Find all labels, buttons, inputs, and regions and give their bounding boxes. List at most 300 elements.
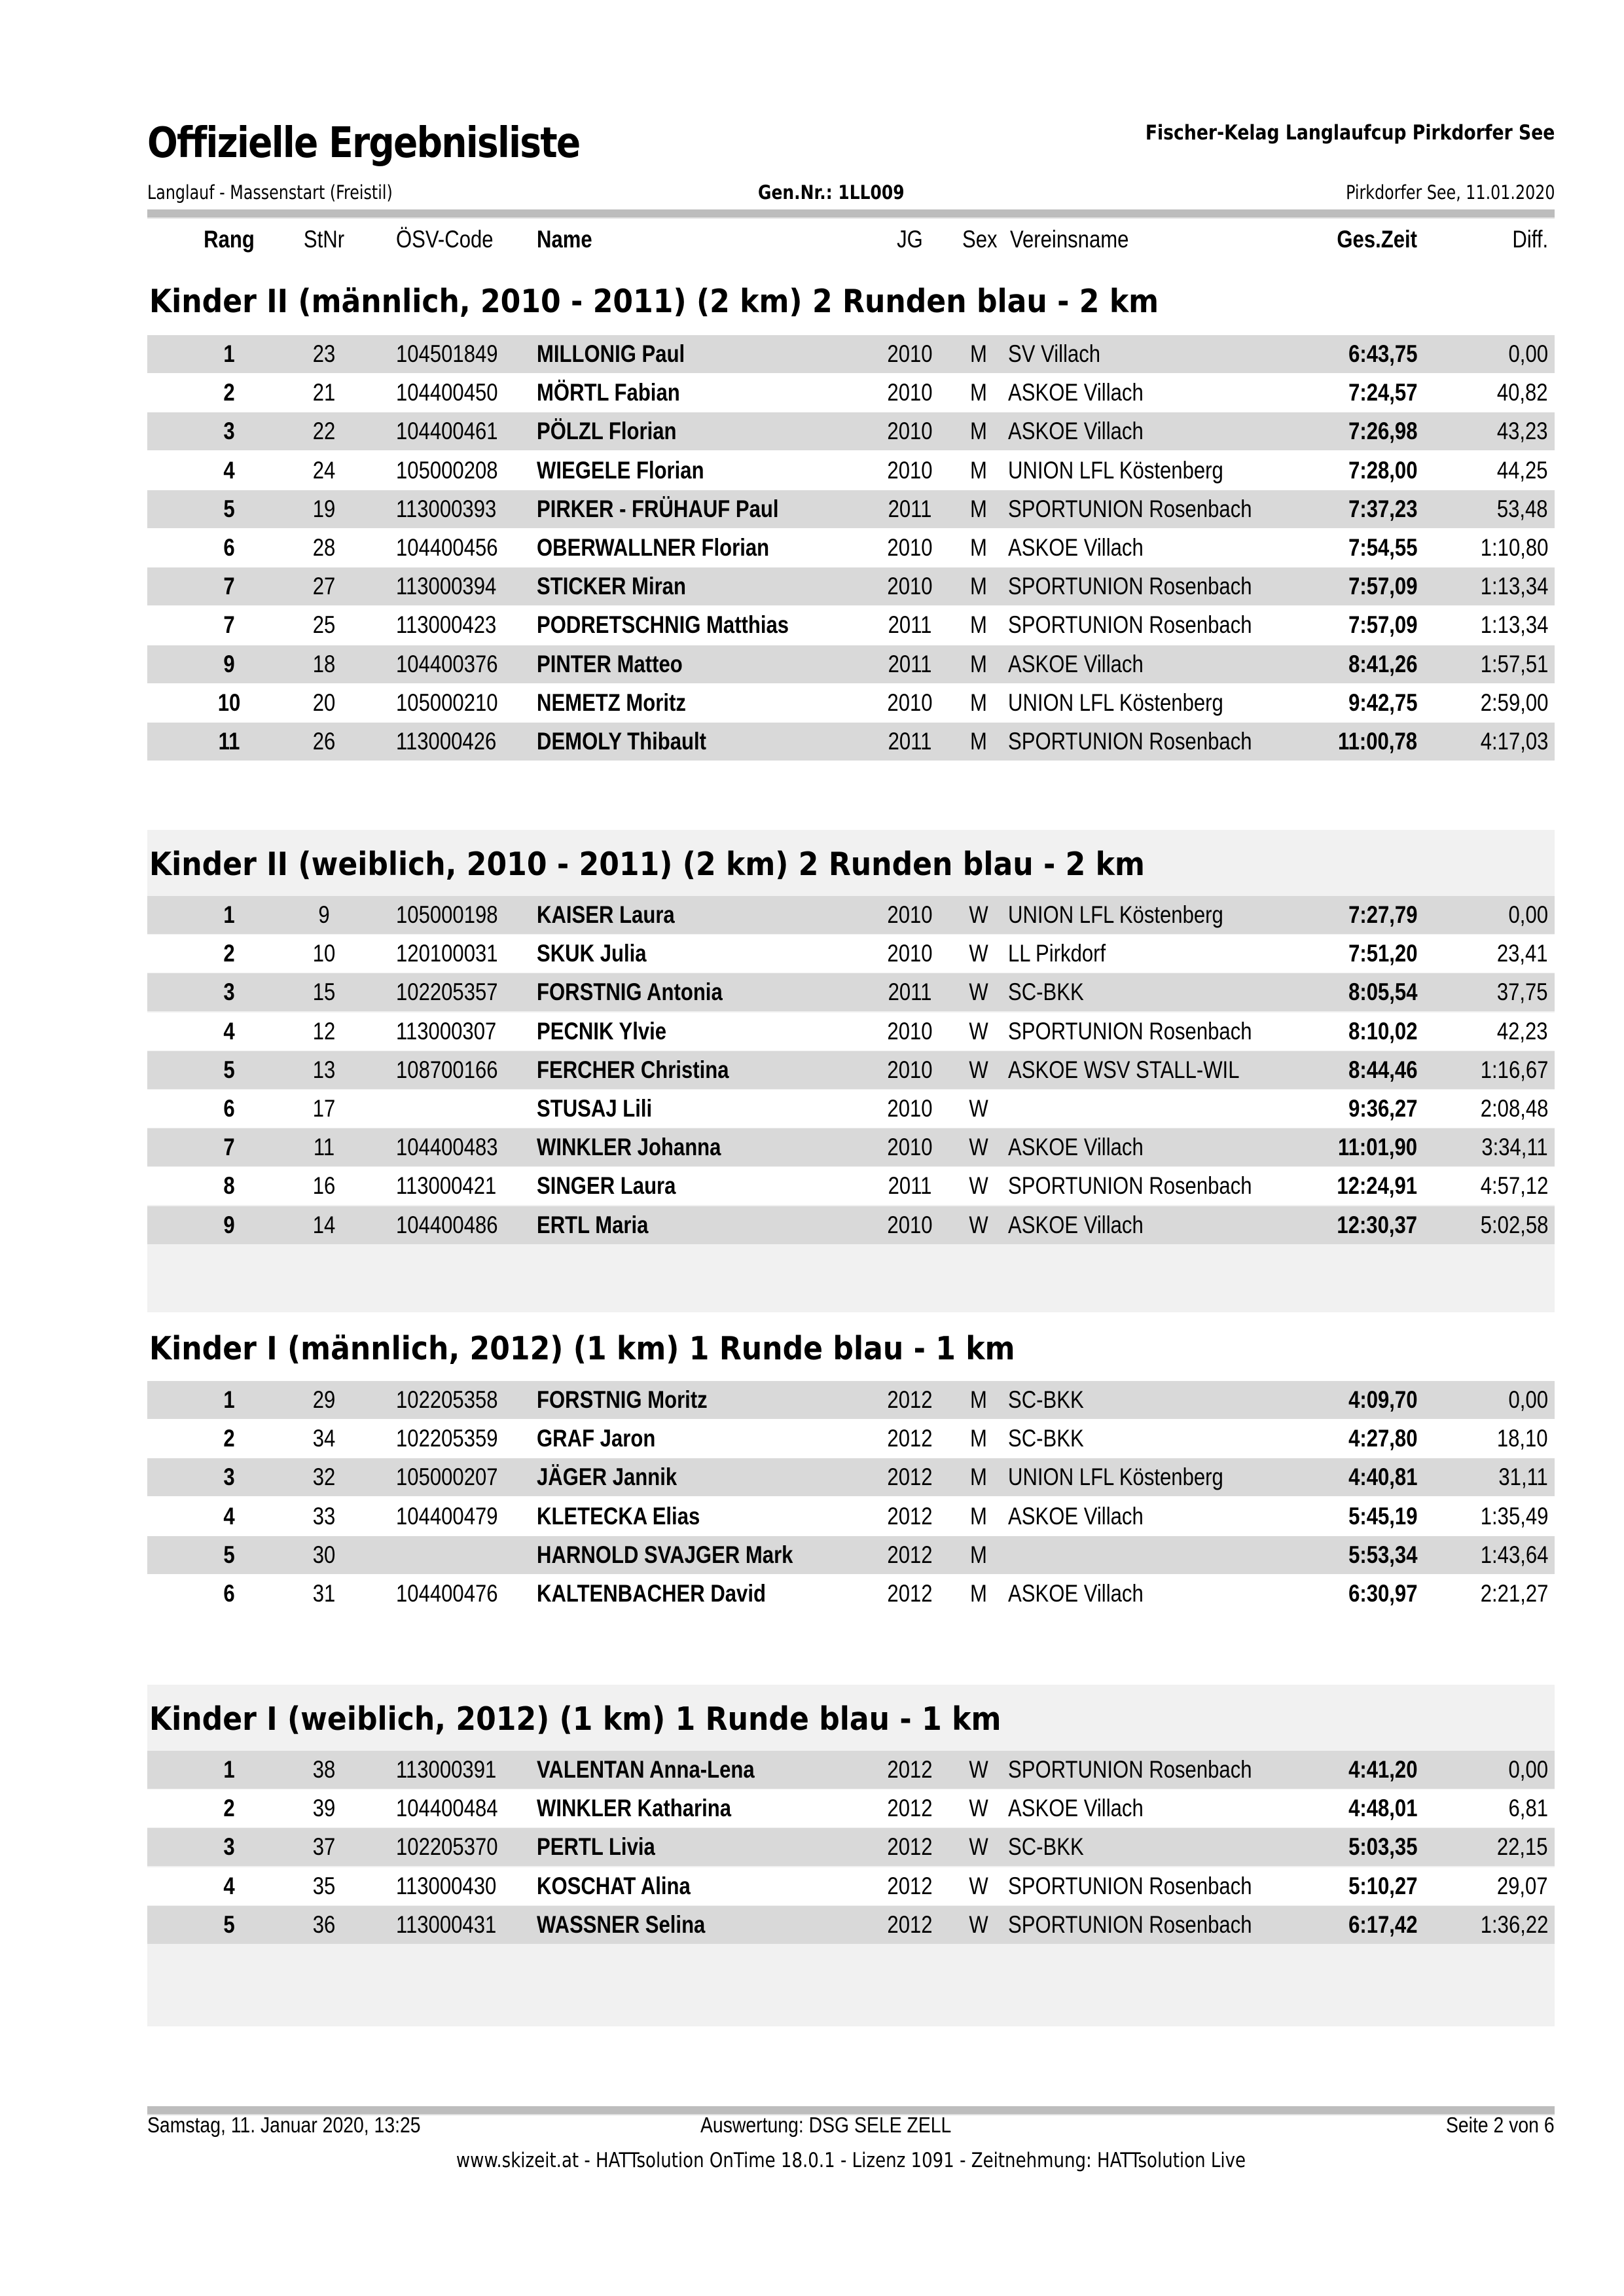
table-row xyxy=(147,645,1555,683)
cell-sex: M xyxy=(970,379,987,406)
cell-name: MÖRTL Fabian xyxy=(537,379,680,406)
cell-jg: 2012 xyxy=(887,1425,933,1452)
cell-time: 4:09,70 xyxy=(1348,1386,1417,1413)
cell-stnr: 22 xyxy=(312,418,336,445)
cell-name: PERTL Livia xyxy=(537,1833,655,1861)
cell-sex: W xyxy=(969,978,988,1006)
cell-code: 113000307 xyxy=(396,1017,497,1045)
cell-club: ASKOE Villach xyxy=(1008,650,1144,677)
cell-sex: W xyxy=(969,1833,988,1861)
cell-club: ASKOE Villach xyxy=(1008,534,1144,561)
cell-diff: 1:43,64 xyxy=(1480,1541,1548,1568)
cell-code: 113000423 xyxy=(396,611,497,639)
cell-name: WIEGELE Florian xyxy=(537,456,704,484)
cell-jg: 2011 xyxy=(888,728,932,755)
cell-sex: W xyxy=(969,1910,988,1938)
cell-code: 105000210 xyxy=(396,689,498,716)
cell-stnr: 29 xyxy=(312,1386,336,1413)
cell-jg: 2010 xyxy=(887,1134,933,1161)
cell-diff: 0,00 xyxy=(1508,901,1548,928)
cell-time: 5:45,19 xyxy=(1348,1502,1417,1530)
cell-stnr: 38 xyxy=(312,1756,336,1783)
cell-jg: 2011 xyxy=(888,978,932,1006)
cell-stnr: 30 xyxy=(312,1541,336,1568)
cell-stnr: 13 xyxy=(312,1056,336,1083)
cell-time: 4:41,20 xyxy=(1348,1756,1417,1783)
discipline: Langlauf - Massenstart (Freistil) xyxy=(147,181,393,204)
cell-stnr: 14 xyxy=(312,1211,336,1238)
cell-jg: 2011 xyxy=(888,650,932,677)
cell-diff: 43,23 xyxy=(1497,418,1548,445)
section-title: Kinder II (männlich, 2010 - 2011) (2 km) 2 Runden blau - 2 km xyxy=(149,283,1159,320)
table-row xyxy=(147,1867,1555,1905)
cell-code: 104400476 xyxy=(396,1580,498,1607)
cell-stnr: 20 xyxy=(312,689,336,716)
cell-rang: 3 xyxy=(223,1833,235,1861)
section-title: Kinder I (weiblich, 2012) (1 km) 1 Runde blau - 1 km xyxy=(149,1700,1001,1738)
cell-club: SV Villach xyxy=(1008,340,1101,367)
cell-name: KALTENBACHER David xyxy=(537,1580,766,1607)
cell-time: 12:30,37 xyxy=(1337,1211,1417,1238)
cell-rang: 6 xyxy=(223,1095,235,1122)
cell-sex: W xyxy=(969,1756,988,1783)
cell-code: 104400483 xyxy=(396,1134,498,1161)
cell-jg: 2012 xyxy=(887,1910,933,1938)
cell-time: 5:03,35 xyxy=(1348,1833,1417,1861)
cell-jg: 2010 xyxy=(887,1056,933,1083)
cell-time: 7:51,20 xyxy=(1348,940,1417,967)
cell-sex: W xyxy=(969,1017,988,1045)
cell-stnr: 16 xyxy=(312,1172,336,1200)
cell-name: MILLONIG Paul xyxy=(537,340,685,367)
cell-jg: 2010 xyxy=(887,534,933,561)
cell-time: 5:53,34 xyxy=(1348,1541,1417,1568)
page-number: Seite 2 von 6 xyxy=(1446,2113,1555,2137)
table-row xyxy=(147,1381,1555,1419)
table-row xyxy=(147,1498,1555,1535)
cell-stnr: 12 xyxy=(312,1017,336,1045)
cell-jg: 2012 xyxy=(887,1872,933,1899)
cell-club: SPORTUNION Rosenbach xyxy=(1008,611,1252,639)
cell-club: ASKOE Villach xyxy=(1008,1211,1144,1238)
cell-stnr: 27 xyxy=(312,573,336,600)
cell-jg: 2011 xyxy=(888,611,932,639)
cell-code: 113000430 xyxy=(396,1872,497,1899)
cell-diff: 3:34,11 xyxy=(1481,1134,1548,1161)
cell-name: STICKER Miran xyxy=(537,573,686,600)
cell-diff: 2:08,48 xyxy=(1480,1095,1548,1122)
cell-jg: 2010 xyxy=(887,1095,933,1122)
cell-rang: 1 xyxy=(223,901,235,928)
cell-club: UNION LFL Köstenberg xyxy=(1008,1463,1223,1491)
cell-club: SPORTUNION Rosenbach xyxy=(1008,1872,1252,1899)
cell-rang: 3 xyxy=(223,978,235,1006)
cell-club: SC-BKK xyxy=(1008,1386,1084,1413)
cell-jg: 2010 xyxy=(887,1017,933,1045)
cell-rang: 5 xyxy=(223,495,235,522)
col-jg: JG xyxy=(897,226,923,253)
cell-jg: 2010 xyxy=(887,379,933,406)
cell-rang: 3 xyxy=(223,1463,235,1491)
software-credit xyxy=(147,2149,1555,2172)
cell-time: 7:24,57 xyxy=(1348,379,1417,406)
cell-diff: 37,75 xyxy=(1497,978,1548,1006)
cell-sex: M xyxy=(970,650,987,677)
column-header-row xyxy=(147,226,1555,259)
cell-stnr: 39 xyxy=(312,1795,336,1822)
table-row xyxy=(147,1458,1555,1496)
cell-time: 7:27,79 xyxy=(1348,901,1417,928)
cell-time: 11:01,90 xyxy=(1338,1134,1417,1161)
cell-diff: 53,48 xyxy=(1497,495,1548,522)
cell-rang: 9 xyxy=(223,1211,235,1238)
cell-diff: 5:02,58 xyxy=(1480,1211,1548,1238)
evaluation-label: Auswertung: DSG SELE ZELL xyxy=(700,2113,952,2137)
cell-time: 6:17,42 xyxy=(1348,1910,1417,1938)
table-row xyxy=(147,1906,1555,1944)
cell-club: ASKOE WSV STALL-WIL xyxy=(1008,1056,1240,1083)
cell-rang: 8 xyxy=(223,1172,235,1200)
cell-name: OBERWALLNER Florian xyxy=(537,534,770,561)
cell-diff: 2:21,27 xyxy=(1480,1580,1548,1607)
cell-name: FORSTNIG Antonia xyxy=(537,978,723,1006)
cell-club: ASKOE Villach xyxy=(1008,1795,1144,1822)
cell-code: 108700166 xyxy=(396,1056,498,1083)
table-row xyxy=(147,452,1555,490)
cell-rang: 2 xyxy=(223,1425,235,1452)
cell-jg: 2010 xyxy=(887,1211,933,1238)
cell-club: SPORTUNION Rosenbach xyxy=(1008,1017,1252,1045)
table-row xyxy=(147,684,1555,722)
table-row xyxy=(147,567,1555,605)
cell-rang: 9 xyxy=(223,650,235,677)
cell-diff: 23,41 xyxy=(1497,940,1548,967)
cell-code: 104501849 xyxy=(396,340,498,367)
cell-diff: 1:16,67 xyxy=(1480,1056,1548,1083)
table-row xyxy=(147,1536,1555,1574)
cell-sex: W xyxy=(969,1872,988,1899)
cell-jg: 2010 xyxy=(887,573,933,600)
cell-sex: W xyxy=(969,1211,988,1238)
cell-rang: 7 xyxy=(223,1134,235,1161)
cell-club: SPORTUNION Rosenbach xyxy=(1008,1756,1252,1783)
cell-sex: M xyxy=(970,534,987,561)
cell-stnr: 23 xyxy=(312,340,336,367)
cell-sex: M xyxy=(970,1580,987,1607)
cell-jg: 2010 xyxy=(887,340,933,367)
table-row xyxy=(147,335,1555,373)
event-name: Fischer-Kelag Langlaufcup Pirkdorfer See xyxy=(1145,121,1555,145)
location-date: Pirkdorfer See, 11.01.2020 xyxy=(1345,181,1555,204)
cell-sex: W xyxy=(969,1172,988,1200)
cell-stnr: 21 xyxy=(312,379,336,406)
cell-rang: 7 xyxy=(223,573,235,600)
cell-name: KOSCHAT Alina xyxy=(537,1872,691,1899)
col-rang: Rang xyxy=(204,226,255,253)
cell-club: SC-BKK xyxy=(1008,1425,1084,1452)
cell-rang: 2 xyxy=(223,1795,235,1822)
cell-name: KAISER Laura xyxy=(537,901,675,928)
cell-jg: 2011 xyxy=(888,1172,932,1200)
cell-name: PODRETSCHNIG Matthias xyxy=(537,611,789,639)
cell-club: UNION LFL Köstenberg xyxy=(1008,689,1223,716)
cell-sex: M xyxy=(970,340,987,367)
cell-stnr: 28 xyxy=(312,534,336,561)
cell-diff: 22,15 xyxy=(1497,1833,1548,1861)
cell-sex: M xyxy=(970,495,987,522)
cell-stnr: 35 xyxy=(312,1872,336,1899)
table-row xyxy=(147,1090,1555,1128)
cell-name: VALENTAN Anna-Lena xyxy=(537,1756,755,1783)
cell-time: 9:36,27 xyxy=(1348,1095,1417,1122)
cell-diff: 6,81 xyxy=(1508,1795,1548,1822)
cell-sex: M xyxy=(970,573,987,600)
cell-name: PÖLZL Florian xyxy=(537,418,677,445)
cell-code: 102205370 xyxy=(396,1833,498,1861)
cell-stnr: 36 xyxy=(312,1910,336,1938)
cell-sex: M xyxy=(970,689,987,716)
cell-name: WASSNER Selina xyxy=(537,1910,706,1938)
cell-rang: 5 xyxy=(223,1541,235,1568)
cell-code: 104400376 xyxy=(396,650,498,677)
cell-club: ASKOE Villach xyxy=(1008,1580,1144,1607)
cell-diff: 1:10,80 xyxy=(1480,534,1548,561)
cell-jg: 2012 xyxy=(887,1463,933,1491)
cell-stnr: 34 xyxy=(312,1425,336,1452)
cell-name: DEMOLY Thibault xyxy=(537,728,707,755)
cell-diff: 0,00 xyxy=(1508,1386,1548,1413)
cell-stnr: 31 xyxy=(312,1580,336,1607)
cell-diff: 40,82 xyxy=(1497,379,1548,406)
cell-time: 7:57,09 xyxy=(1348,573,1417,600)
cell-diff: 1:13,34 xyxy=(1480,611,1548,639)
cell-code: 105000208 xyxy=(396,456,498,484)
cell-rang: 4 xyxy=(223,1017,235,1045)
cell-rang: 11 xyxy=(218,728,240,755)
cell-stnr: 25 xyxy=(312,611,336,639)
cell-time: 5:10,27 xyxy=(1348,1872,1417,1899)
cell-diff: 1:35,49 xyxy=(1480,1502,1548,1530)
cell-jg: 2010 xyxy=(887,901,933,928)
cell-diff: 4:17,03 xyxy=(1480,728,1548,755)
cell-time: 4:27,80 xyxy=(1348,1425,1417,1452)
cell-club: SC-BKK xyxy=(1008,978,1084,1006)
cell-sex: M xyxy=(970,1425,987,1452)
cell-sex: W xyxy=(969,940,988,967)
table-row xyxy=(147,1013,1555,1050)
cell-jg: 2010 xyxy=(887,456,933,484)
cell-code: 104400456 xyxy=(396,534,498,561)
cell-time: 8:41,26 xyxy=(1348,650,1417,677)
cell-jg: 2010 xyxy=(887,689,933,716)
cell-name: FERCHER Christina xyxy=(537,1056,729,1083)
cell-club: LL Pirkdorf xyxy=(1008,940,1106,967)
cell-name: PECNIK Ylvie xyxy=(537,1017,667,1045)
cell-club: UNION LFL Köstenberg xyxy=(1008,901,1223,928)
col-code: ÖSV-Code xyxy=(396,226,494,253)
table-row xyxy=(147,374,1555,412)
cell-stnr: 10 xyxy=(312,940,336,967)
cell-diff: 29,07 xyxy=(1497,1872,1548,1899)
cell-sex: W xyxy=(969,1134,988,1161)
cell-diff: 18,10 xyxy=(1497,1425,1548,1452)
cell-name: SKUK Julia xyxy=(537,940,647,967)
cell-stnr: 9 xyxy=(318,901,330,928)
table-row xyxy=(147,529,1555,567)
cell-time: 7:28,00 xyxy=(1348,456,1417,484)
cell-code: 104400461 xyxy=(396,418,498,445)
cell-jg: 2010 xyxy=(887,940,933,967)
cell-sex: W xyxy=(969,1795,988,1822)
table-row xyxy=(147,935,1555,973)
cell-code: 102205357 xyxy=(396,978,498,1006)
cell-code: 105000207 xyxy=(396,1463,498,1491)
cell-stnr: 18 xyxy=(312,650,336,677)
cell-diff: 0,00 xyxy=(1508,340,1548,367)
table-row xyxy=(147,1828,1555,1866)
cell-jg: 2010 xyxy=(887,418,933,445)
cell-code: 105000198 xyxy=(396,901,498,928)
cell-jg: 2012 xyxy=(887,1580,933,1607)
cell-sex: W xyxy=(969,901,988,928)
cell-diff: 42,23 xyxy=(1497,1017,1548,1045)
cell-stnr: 17 xyxy=(312,1095,336,1122)
cell-rang: 2 xyxy=(223,379,235,406)
cell-code: 102205358 xyxy=(396,1386,498,1413)
cell-name: KLETECKA Elias xyxy=(537,1502,700,1530)
cell-time: 9:42,75 xyxy=(1348,689,1417,716)
document-title: Offizielle Ergebnisliste xyxy=(147,119,580,168)
cell-diff: 1:57,51 xyxy=(1480,650,1548,677)
cell-name: NEMETZ Moritz xyxy=(537,689,686,716)
table-row xyxy=(147,973,1555,1011)
cell-diff: 0,00 xyxy=(1508,1756,1548,1783)
cell-sex: M xyxy=(970,418,987,445)
cell-rang: 5 xyxy=(223,1910,235,1938)
table-row xyxy=(147,1051,1555,1089)
cell-time: 8:10,02 xyxy=(1348,1017,1417,1045)
header-rule xyxy=(147,209,1555,219)
table-row xyxy=(147,1167,1555,1205)
cell-sex: M xyxy=(970,1541,987,1568)
cell-name: WINKLER Katharina xyxy=(537,1795,732,1822)
col-sex: Sex xyxy=(962,226,998,253)
cell-jg: 2012 xyxy=(887,1833,933,1861)
cell-diff: 1:13,34 xyxy=(1480,573,1548,600)
cell-stnr: 37 xyxy=(312,1833,336,1861)
cell-name: ERTL Maria xyxy=(537,1211,649,1238)
cell-club: SPORTUNION Rosenbach xyxy=(1008,1910,1252,1938)
table-row xyxy=(147,1789,1555,1827)
cell-name: GRAF Jaron xyxy=(537,1425,656,1452)
col-stnr: StNr xyxy=(303,226,345,253)
table-row xyxy=(147,412,1555,450)
cell-rang: 3 xyxy=(223,418,235,445)
cell-name: SINGER Laura xyxy=(537,1172,676,1200)
cell-code: 104400486 xyxy=(396,1211,498,1238)
table-row xyxy=(147,490,1555,528)
cell-stnr: 19 xyxy=(312,495,336,522)
table-row xyxy=(147,1206,1555,1244)
cell-jg: 2012 xyxy=(887,1541,933,1568)
cell-time: 7:37,23 xyxy=(1348,495,1417,522)
cell-sex: M xyxy=(970,728,987,755)
cell-time: 8:05,54 xyxy=(1348,978,1417,1006)
gen-number: Gen.Nr.: 1LL009 xyxy=(758,181,905,204)
cell-club: SPORTUNION Rosenbach xyxy=(1008,728,1252,755)
cell-jg: 2012 xyxy=(887,1386,933,1413)
cell-jg: 2012 xyxy=(887,1795,933,1822)
cell-sex: W xyxy=(969,1056,988,1083)
cell-rang: 1 xyxy=(223,340,235,367)
cell-name: FORSTNIG Moritz xyxy=(537,1386,708,1413)
table-row xyxy=(147,896,1555,934)
cell-club: ASKOE Villach xyxy=(1008,418,1144,445)
cell-rang: 5 xyxy=(223,1056,235,1083)
cell-sex: M xyxy=(970,1502,987,1530)
cell-club: ASKOE Villach xyxy=(1008,379,1144,406)
cell-club: SPORTUNION Rosenbach xyxy=(1008,1172,1252,1200)
cell-rang: 4 xyxy=(223,1872,235,1899)
cell-jg: 2012 xyxy=(887,1756,933,1783)
cell-time: 4:40,81 xyxy=(1348,1463,1417,1491)
cell-code: 113000431 xyxy=(396,1910,497,1938)
cell-club: ASKOE Villach xyxy=(1008,1502,1144,1530)
cell-club: ASKOE Villach xyxy=(1008,1134,1144,1161)
section-title: Kinder I (männlich, 2012) (1 km) 1 Runde blau - 1 km xyxy=(149,1330,1015,1367)
cell-club: SPORTUNION Rosenbach xyxy=(1008,573,1252,600)
cell-diff: 44,25 xyxy=(1497,456,1548,484)
cell-rang: 4 xyxy=(223,1502,235,1530)
cell-code: 104400450 xyxy=(396,379,498,406)
table-row xyxy=(147,606,1555,644)
cell-diff: 31,11 xyxy=(1498,1463,1548,1491)
col-name: Name xyxy=(537,226,592,253)
cell-rang: 1 xyxy=(223,1756,235,1783)
cell-club: UNION LFL Köstenberg xyxy=(1008,456,1223,484)
cell-club: SPORTUNION Rosenbach xyxy=(1008,495,1252,522)
cell-name: WINKLER Johanna xyxy=(537,1134,721,1161)
cell-name: PINTER Matteo xyxy=(537,650,683,677)
table-row xyxy=(147,1420,1555,1458)
cell-time: 6:30,97 xyxy=(1348,1580,1417,1607)
cell-code: 113000426 xyxy=(396,728,497,755)
cell-time: 7:57,09 xyxy=(1348,611,1417,639)
printed-timestamp: Samstag, 11. Januar 2020, 13:25 xyxy=(147,2113,421,2137)
cell-club: SC-BKK xyxy=(1008,1833,1084,1861)
table-row xyxy=(147,723,1555,761)
cell-code: 104400484 xyxy=(396,1795,498,1822)
cell-sex: M xyxy=(970,1463,987,1491)
cell-rang: 6 xyxy=(223,534,235,561)
cell-time: 8:44,46 xyxy=(1348,1056,1417,1083)
table-row xyxy=(147,1128,1555,1166)
cell-sex: M xyxy=(970,456,987,484)
cell-stnr: 32 xyxy=(312,1463,336,1491)
cell-code: 102205359 xyxy=(396,1425,498,1452)
cell-stnr: 15 xyxy=(312,978,336,1006)
cell-name: PIRKER - FRÜHAUF Paul xyxy=(537,495,779,522)
cell-name: HARNOLD SVAJGER Mark xyxy=(537,1541,793,1568)
cell-code: 113000421 xyxy=(396,1172,497,1200)
cell-rang: 7 xyxy=(223,611,235,639)
table-row xyxy=(147,1751,1555,1789)
table-row xyxy=(147,1575,1555,1613)
cell-stnr: 11 xyxy=(313,1134,335,1161)
cell-name: JÄGER Jannik xyxy=(537,1463,677,1491)
cell-code: 113000394 xyxy=(396,573,497,600)
cell-stnr: 33 xyxy=(312,1502,336,1530)
